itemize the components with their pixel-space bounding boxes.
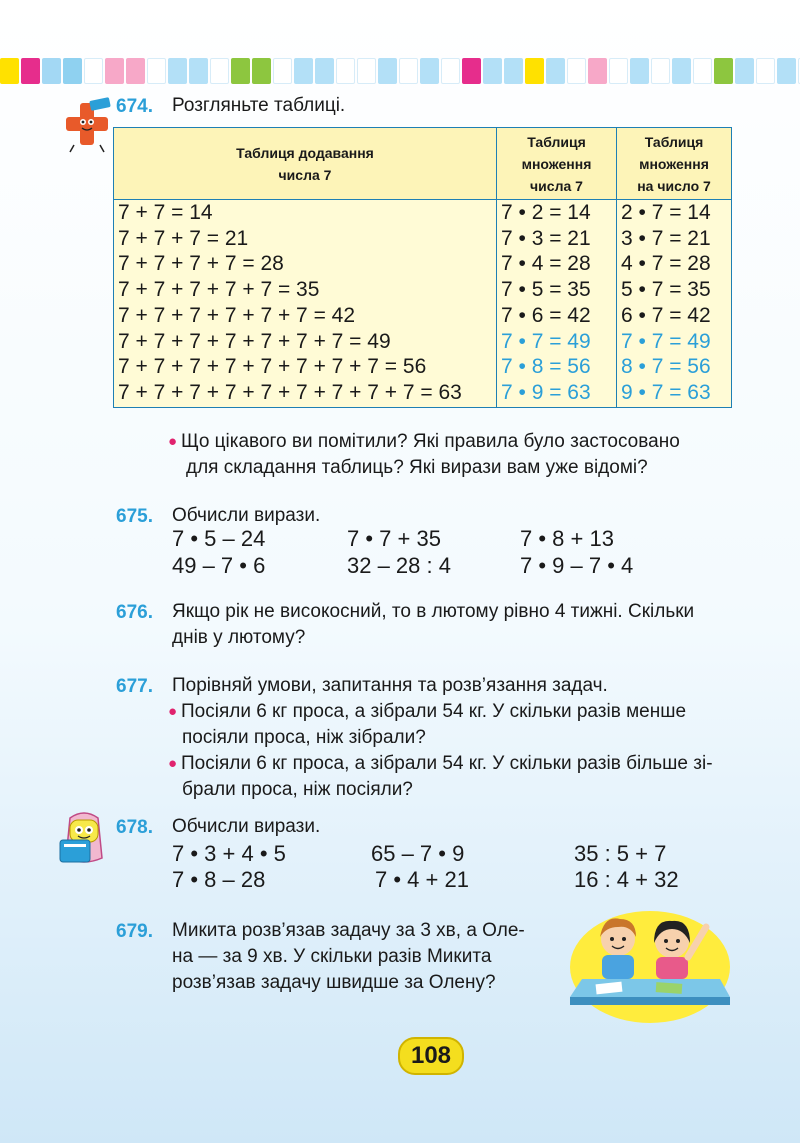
stripe-segment xyxy=(735,58,754,84)
stripe-segment xyxy=(714,58,733,84)
stripe-segment xyxy=(336,58,355,84)
stripe-segment xyxy=(147,58,166,84)
mult-row: 7 • 2 = 14 xyxy=(501,201,591,224)
stripe-segment xyxy=(210,58,229,84)
header-mult-of-7: Таблиця множення числа 7 xyxy=(497,128,617,200)
task-675-prompt: Обчисли вирази. xyxy=(172,505,321,526)
task-676-text: Якщо рік не високосний, то в лютому рівно 4 тижні. Скільки днів у лютому? xyxy=(172,601,695,648)
stripe-segment xyxy=(42,58,61,84)
stripe-segment xyxy=(546,58,565,84)
task-677-number: 677. xyxy=(116,676,153,697)
stripe-segment xyxy=(21,58,40,84)
stripe-segment xyxy=(399,58,418,84)
task-677-text: Порівняй умови, запитання та розв’язання задач. ● Посіяли 6 кг проса, а зібрали 54 кг. У скільки разів менше посіяли проса, ніж зібрали? ● Посіяли 6 кг проса, а зібрали 54 кг. У скільки разів більше зі- брали проса, ніж посіяли? xyxy=(168,675,713,800)
addition-row: 7 + 7 + 7 = 21 xyxy=(118,226,249,250)
stripe-segment xyxy=(168,58,187,84)
stripe-segment xyxy=(231,58,250,84)
mult-row: 7 • 6 = 42 xyxy=(501,303,591,327)
expression: 65 – 7 • 9 xyxy=(371,841,465,866)
addition-row: 7 + 7 + 7 + 7 + 7 + 7 + 7 + 7 = 56 xyxy=(118,355,427,379)
stripe-segment xyxy=(756,58,775,84)
mult-by-7-column xyxy=(617,200,732,408)
stripe-segment xyxy=(525,58,544,84)
stripe-segment xyxy=(630,58,649,84)
stripe-segment xyxy=(693,58,712,84)
addition-row: 7 + 7 = 14 xyxy=(118,201,213,224)
expression: 7 • 4 + 21 xyxy=(375,867,469,892)
stripe-segment xyxy=(273,58,292,84)
expression: 32 – 28 : 4 xyxy=(347,553,451,578)
mult-row: 2 • 7 = 14 xyxy=(621,201,711,224)
stripe-segment xyxy=(378,58,397,84)
stripe-segment xyxy=(609,58,628,84)
expression: 49 – 7 • 6 xyxy=(172,553,266,578)
stripe-segment xyxy=(651,58,670,84)
stripe-segment xyxy=(357,58,376,84)
stripe-segment xyxy=(420,58,439,84)
stripe-segment xyxy=(483,58,502,84)
mult-row: 5 • 7 = 35 xyxy=(621,278,711,302)
addition-row: 7 + 7 + 7 + 7 = 28 xyxy=(118,252,284,276)
addition-row: 7 + 7 + 7 + 7 + 7 + 7 + 7 = 49 xyxy=(118,329,391,353)
stripe-segment xyxy=(504,58,523,84)
mult-row-new: 7 • 7 = 49 xyxy=(621,329,711,353)
decorative-stripe xyxy=(0,58,800,84)
task-678-prompt: Обчисли вирази. xyxy=(172,816,321,837)
expression: 7 • 8 – 28 xyxy=(172,867,266,892)
header-addition: Таблиця додавання числа 7 xyxy=(114,128,497,200)
stripe-segment xyxy=(294,58,313,84)
bullet-icon: ● xyxy=(168,703,178,720)
stripe-segment xyxy=(189,58,208,84)
stripe-segment xyxy=(462,58,481,84)
mult-row: 7 • 5 = 35 xyxy=(501,278,591,302)
mult-row-new: 7 • 7 = 49 xyxy=(501,329,591,353)
task-679-number: 679. xyxy=(116,921,153,942)
plus-mascot-icon xyxy=(60,95,114,153)
task-674-question: ● Що цікавого ви помітили? Які правила було застосовано для складання таблиць? Які вирази вам уже відомі? xyxy=(168,431,680,478)
page-number: 108 xyxy=(398,1037,464,1075)
mult-of-7-column xyxy=(497,200,617,408)
mult-row: 7 • 3 = 21 xyxy=(501,226,591,250)
bullet-icon: ● xyxy=(168,755,178,772)
expression: 16 : 4 + 32 xyxy=(574,867,679,892)
stripe-segment xyxy=(126,58,145,84)
stripe-segment xyxy=(63,58,82,84)
bullet-icon: ● xyxy=(168,433,178,450)
stripe-segment xyxy=(315,58,334,84)
expression: 7 • 8 + 13 xyxy=(520,526,614,551)
expression: 7 • 7 + 35 xyxy=(347,526,441,551)
task-674-prompt: Розгляньте таблиці. xyxy=(172,95,346,116)
mult-row: 4 • 7 = 28 xyxy=(621,252,711,276)
mult-row: 3 • 7 = 21 xyxy=(621,226,711,250)
mult-row-new: 7 • 9 = 63 xyxy=(501,380,591,404)
task-676-number: 676. xyxy=(116,602,153,623)
addition-column xyxy=(114,200,497,408)
addition-row: 7 + 7 + 7 + 7 + 7 + 7 + 7 + 7 + 7 = 63 xyxy=(118,380,462,404)
stripe-segment xyxy=(672,58,691,84)
mult-row: 6 • 7 = 42 xyxy=(621,303,711,327)
expression: 7 • 5 – 24 xyxy=(172,526,266,551)
stripe-segment xyxy=(567,58,586,84)
children-at-desk-illustration xyxy=(560,905,740,1025)
expression: 35 : 5 + 7 xyxy=(574,841,667,866)
expression: 7 • 9 – 7 • 4 xyxy=(520,553,634,578)
mult-row: 7 • 4 = 28 xyxy=(501,252,591,276)
task-675-number: 675. xyxy=(116,506,153,527)
backpack-mascot-icon xyxy=(56,810,112,866)
addition-row: 7 + 7 + 7 + 7 + 7 + 7 = 42 xyxy=(118,303,356,327)
addition-row: 7 + 7 + 7 + 7 + 7 = 35 xyxy=(118,278,320,302)
task-678-number: 678. xyxy=(116,817,153,838)
expression: 7 • 3 + 4 • 5 xyxy=(172,841,286,866)
mult-row-new: 8 • 7 = 56 xyxy=(621,355,711,379)
stripe-segment xyxy=(441,58,460,84)
stripe-segment xyxy=(0,58,19,84)
task-679-text: Микита розв’язав задачу за 3 хв, а Оле- на — за 9 хв. У скільки разів Микита розв’язав задачу швидше за Олену? xyxy=(172,920,525,993)
multiplication-table-7 xyxy=(113,127,732,408)
mult-row-new: 7 • 8 = 56 xyxy=(501,355,591,379)
stripe-segment xyxy=(84,58,103,84)
stripe-segment xyxy=(105,58,124,84)
stripe-segment xyxy=(588,58,607,84)
stripe-segment xyxy=(777,58,796,84)
task-674-number: 674. xyxy=(116,96,153,117)
header-mult-by-7: Таблиця множення на число 7 xyxy=(617,128,732,200)
mult-row-new: 9 • 7 = 63 xyxy=(621,380,711,404)
stripe-segment xyxy=(252,58,271,84)
